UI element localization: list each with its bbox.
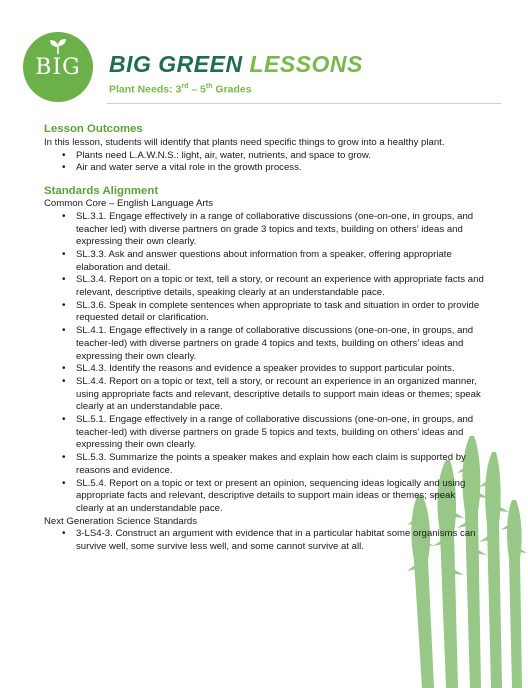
list-item: • SL.3.6. Speak in complete sentences when appropriate to task and situation in order to provide requested detail or clarification. — [76, 300, 484, 325]
subtitle-prefix: Plant Needs: 3 — [109, 83, 182, 96]
subtitle-sup-th: th — [205, 83, 213, 90]
standards-alignment-heading: Standards Alignment — [44, 185, 159, 198]
sprout-icon — [49, 38, 67, 54]
subtitle-sup-rd: rd — [181, 83, 189, 90]
brand-title — [109, 51, 363, 78]
list-item: • SL.4.3. Identify the reasons and evidence a speaker provides to support particular points. — [76, 363, 484, 376]
lesson-outcomes-heading: Lesson Outcomes — [44, 123, 143, 135]
list-item: • Air and water serve a vital role in the growth process. — [76, 162, 484, 175]
brand-title-main: BIG GREEN — [109, 51, 243, 77]
common-core-label: Common Core – English Language Arts — [44, 198, 214, 210]
list-item: • SL.4.1. Engage effectively in a range of collaborative discussions (one-on-one, in groups, and teacher-led) with diverse partners on grade 4 topics and texts, building on others’ ideas and expressing their own clearly. — [76, 325, 484, 363]
list-item: • 3-LS4-3. Construct an argument with evidence that in a particular habitat some organisms can survive well, some survive less well, and some cannot survive at all. — [76, 528, 484, 553]
page-header — [0, 0, 528, 100]
brand-title-accent: LESSONS — [249, 51, 363, 77]
list-item: • SL.3.4. Report on a topic or text, tell a story, or recount an experience with appropriate facts and relevant, descriptive details, speaking clearly at an understandable pace. — [76, 274, 484, 299]
list-item: • SL.5.1. Engage effectively in a range of collaborative discussions (one-on-one, in groups, and teacher-led) with diverse partners on grade 5 topics and texts, building on others’ ideas and expressing their own clearly. — [76, 414, 484, 452]
big-green-logo — [23, 32, 93, 102]
ngss-label: Next Generation Science Standards — [44, 515, 198, 527]
list-item: • SL.5.3. Summarize the points a speaker makes and explain how each claim is supported by reasons and evidence. — [76, 452, 484, 477]
lesson-subtitle — [109, 83, 252, 96]
subtitle-mid: – 5 — [188, 83, 206, 96]
common-core-list — [44, 211, 484, 516]
header-divider — [107, 103, 501, 104]
list-item: • SL.3.1. Engage effectively in a range of collaborative discussions (one-on-one, in groups, and teacher led) with diverse partners on grade 3 topics and texts, building on others’ ideas and expressing their own clearly. — [76, 211, 484, 249]
logo-text: BIG — [35, 55, 81, 80]
list-item: • SL.4.4. Report on a topic or text, tell a story, or recount an experience in an organized manner, using appropriate facts and relevant, descriptive details to support main ideas or themes; speak clearly at an understandable pace. — [76, 376, 484, 414]
lesson-content — [44, 122, 484, 554]
ngss-list — [44, 528, 484, 553]
list-item: • SL.3.3. Ask and answer questions about information from a speaker, offering appropriate elaboration and detail. — [76, 249, 484, 274]
list-item: • SL.5.4. Report on a topic or text or present an opinion, sequencing ideas logically and using appropriate facts and relevant, descriptive details to support main ideas or themes; speak clearly at an understandable pace. — [76, 478, 484, 516]
lesson-outcomes-list — [44, 150, 484, 175]
lesson-outcomes-intro: In this lesson, students will identify that plants need specific things to grow into a healthy plant. — [44, 137, 445, 148]
subtitle-suffix: Grades — [212, 83, 252, 96]
list-item: • Plants need L.A.W.N.S.: light, air, water, nutrients, and space to grow. — [76, 150, 484, 163]
